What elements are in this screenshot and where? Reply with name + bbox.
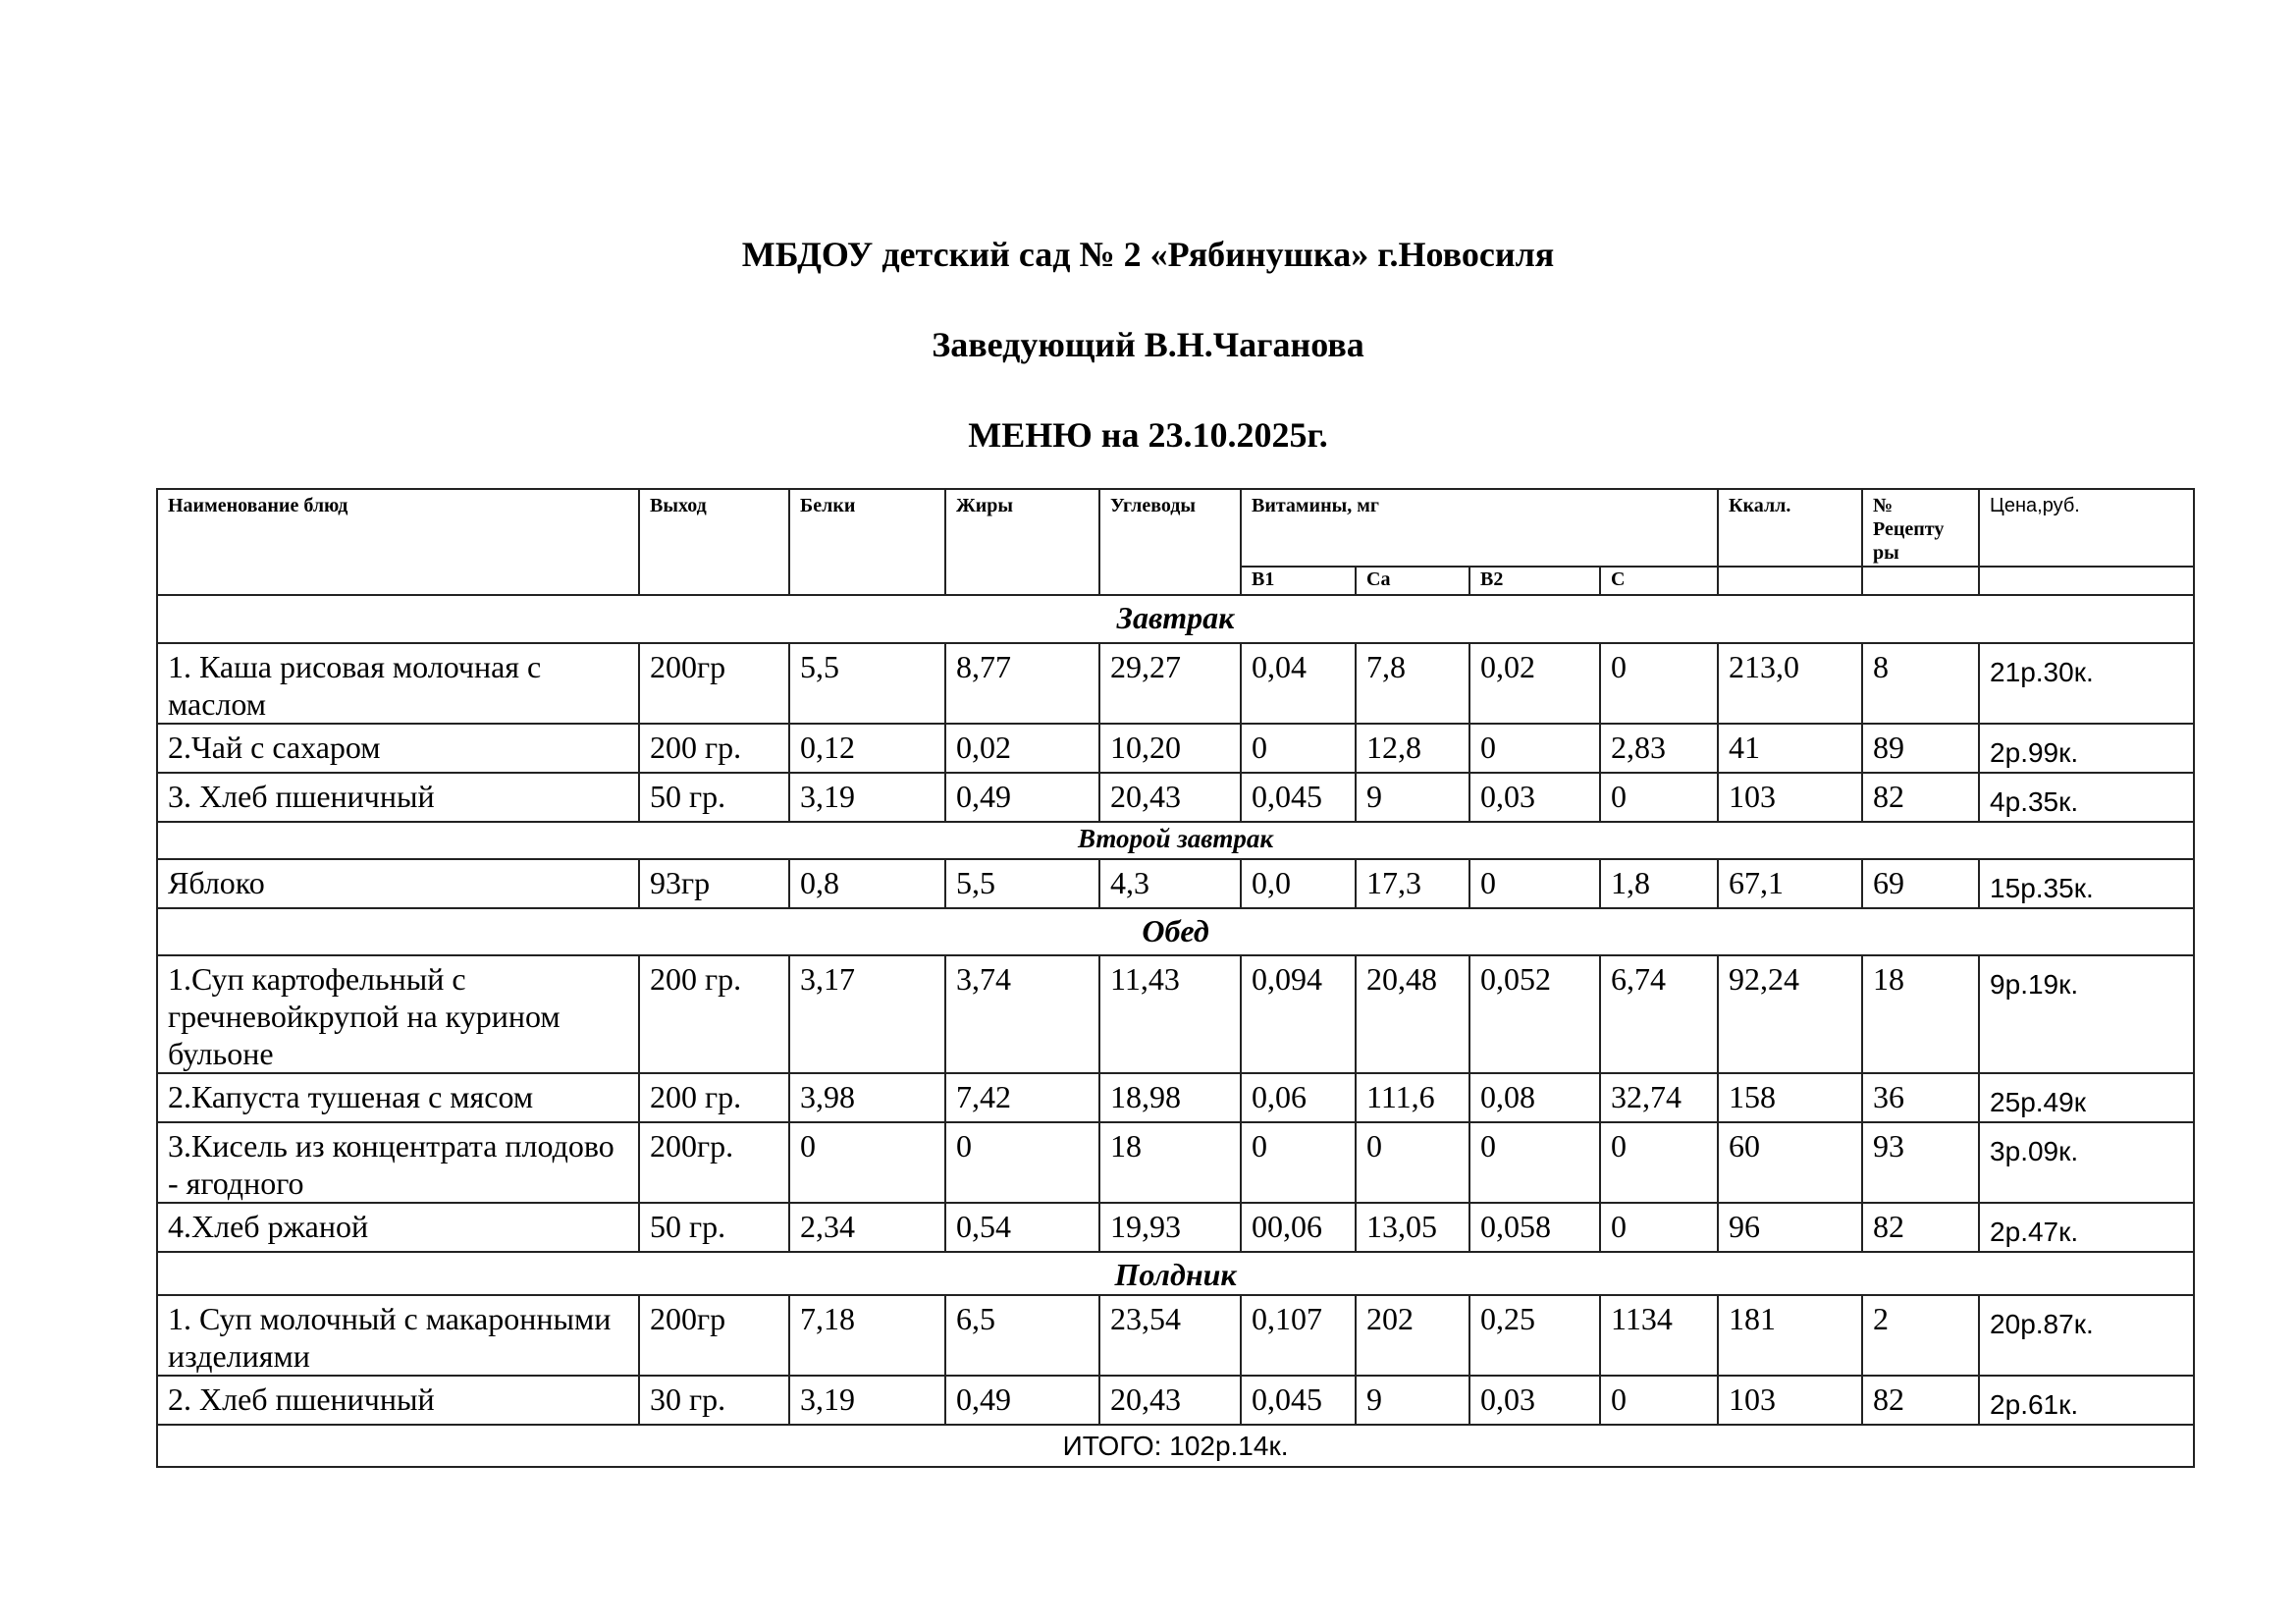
cell-carbs: 20,43 [1099,1376,1241,1425]
cell-recipe: 89 [1862,724,1979,773]
cell-b2: 0,052 [1469,955,1600,1073]
cell-protein: 7,18 [789,1295,945,1376]
cell-ca: 111,6 [1356,1073,1469,1122]
cell-kcal: 103 [1718,1376,1862,1425]
cell-price: 25р.49к [1979,1073,2194,1122]
cell-c: 0 [1600,1376,1718,1425]
cell-price: 20р.87к. [1979,1295,2194,1376]
cell-price: 3р.09к. [1979,1122,2194,1203]
section-second-breakfast-row [157,822,2194,859]
col-header-vitamins: Витамины, мг [1241,489,1718,567]
cell-protein: 0,12 [789,724,945,773]
cell-c: 0 [1600,773,1718,822]
cell-yield: 200 гр. [639,724,789,773]
cell-kcal: 60 [1718,1122,1862,1203]
cell-b2: 0 [1469,724,1600,773]
cell-protein: 3,17 [789,955,945,1073]
header-row [157,489,2194,567]
cell-dish: 1.Суп картофельный с гречневойкрупой на курином бульоне [157,955,639,1073]
cell-c: 0 [1600,643,1718,724]
cell-protein: 0 [789,1122,945,1203]
cell-fat: 0,54 [945,1203,1099,1252]
cell-carbs: 18,98 [1099,1073,1241,1122]
total-row [157,1425,2194,1467]
cell-carbs: 19,93 [1099,1203,1241,1252]
cell-ca: 7,8 [1356,643,1469,724]
cell-b2: 0,25 [1469,1295,1600,1376]
section-snack-row [157,1252,2194,1295]
cell-b2: 0,02 [1469,643,1600,724]
cell-b2: 0 [1469,1122,1600,1203]
col-header-kcal-blank [1718,567,1862,595]
col-header-price-blank [1979,567,2194,595]
menu-table [156,488,2195,1468]
section-breakfast-title: Завтрак [157,595,2194,643]
cell-protein: 3,98 [789,1073,945,1122]
cell-kcal: 96 [1718,1203,1862,1252]
cell-b2: 0,058 [1469,1203,1600,1252]
cell-dish: Яблоко [157,859,639,908]
cell-dish: 2. Хлеб пшеничный [157,1376,639,1425]
table-row [157,1295,2194,1376]
cell-ca: 202 [1356,1295,1469,1376]
cell-carbs: 23,54 [1099,1295,1241,1376]
cell-yield: 30 гр. [639,1376,789,1425]
cell-b1: 0,045 [1241,1376,1356,1425]
cell-carbs: 10,20 [1099,724,1241,773]
cell-dish: 1. Каша рисовая молочная с маслом [157,643,639,724]
cell-c: 1134 [1600,1295,1718,1376]
cell-yield: 50 гр. [639,1203,789,1252]
cell-yield: 200гр. [639,1122,789,1203]
col-header-price: Цена,руб. [1979,489,2194,567]
cell-b1: 0 [1241,1122,1356,1203]
cell-recipe: 82 [1862,773,1979,822]
cell-ca: 0 [1356,1122,1469,1203]
cell-recipe: 69 [1862,859,1979,908]
cell-carbs: 11,43 [1099,955,1241,1073]
cell-dish: 1. Суп молочный с макаронными изделиями [157,1295,639,1376]
cell-yield: 50 гр. [639,773,789,822]
cell-kcal: 213,0 [1718,643,1862,724]
section-snack-title: Полдник [157,1252,2194,1295]
cell-kcal: 92,24 [1718,955,1862,1073]
cell-kcal: 103 [1718,773,1862,822]
cell-fat: 7,42 [945,1073,1099,1122]
director-name: Заведующий В.Н.Чаганова [932,325,1364,364]
cell-b2: 0,08 [1469,1073,1600,1122]
table-row [157,859,2194,908]
cell-b1: 0,094 [1241,955,1356,1073]
cell-yield: 200 гр. [639,1073,789,1122]
cell-protein: 3,19 [789,1376,945,1425]
cell-fat: 0,49 [945,773,1099,822]
cell-protein: 5,5 [789,643,945,724]
cell-c: 32,74 [1600,1073,1718,1122]
cell-ca: 17,3 [1356,859,1469,908]
section-second-breakfast-title: Второй завтрак [157,822,2194,859]
cell-b1: 0 [1241,724,1356,773]
cell-ca: 20,48 [1356,955,1469,1073]
cell-c: 1,8 [1600,859,1718,908]
table-row [157,1073,2194,1122]
cell-c: 6,74 [1600,955,1718,1073]
cell-b2: 0,03 [1469,773,1600,822]
cell-fat: 0,49 [945,1376,1099,1425]
col-header-recipe: № Рецепту ры [1862,489,1979,567]
cell-recipe: 18 [1862,955,1979,1073]
cell-kcal: 181 [1718,1295,1862,1376]
cell-protein: 0,8 [789,859,945,908]
cell-protein: 3,19 [789,773,945,822]
cell-carbs: 29,27 [1099,643,1241,724]
cell-fat: 0 [945,1122,1099,1203]
cell-recipe: 8 [1862,643,1979,724]
cell-kcal: 67,1 [1718,859,1862,908]
cell-ca: 9 [1356,773,1469,822]
cell-fat: 0,02 [945,724,1099,773]
cell-price: 2р.47к. [1979,1203,2194,1252]
col-header-carbs: Углеводы [1099,489,1241,595]
col-header-fat: Жиры [945,489,1099,595]
section-breakfast-row [157,595,2194,643]
cell-b1: 0,045 [1241,773,1356,822]
col-header-kcal: Ккалл. [1718,489,1862,567]
table-row [157,955,2194,1073]
cell-ca: 12,8 [1356,724,1469,773]
col-header-recipe-blank [1862,567,1979,595]
cell-recipe: 36 [1862,1073,1979,1122]
cell-price: 21р.30к. [1979,643,2194,724]
table-row [157,773,2194,822]
col-header-dish: Наименование блюд [157,489,639,595]
cell-recipe: 93 [1862,1122,1979,1203]
cell-dish: 2.Чай с сахаром [157,724,639,773]
col-header-c: С [1600,567,1718,595]
cell-kcal: 41 [1718,724,1862,773]
cell-yield: 200гр [639,1295,789,1376]
table-row [157,643,2194,724]
cell-b1: 0,06 [1241,1073,1356,1122]
cell-c: 2,83 [1600,724,1718,773]
col-header-protein: Белки [789,489,945,595]
cell-price: 9р.19к. [1979,955,2194,1073]
section-lunch-row [157,908,2194,955]
cell-b2: 0 [1469,859,1600,908]
col-header-yield: Выход [639,489,789,595]
table-row [157,1203,2194,1252]
cell-b1: 00,06 [1241,1203,1356,1252]
cell-protein: 2,34 [789,1203,945,1252]
cell-kcal: 158 [1718,1073,1862,1122]
cell-carbs: 20,43 [1099,773,1241,822]
col-header-ca: Са [1356,567,1469,595]
section-lunch-title: Обед [157,908,2194,955]
cell-recipe: 82 [1862,1203,1979,1252]
total-price: ИТОГО: 102р.14к. [157,1425,2194,1467]
cell-price: 2р.99к. [1979,724,2194,773]
cell-c: 0 [1600,1203,1718,1252]
cell-recipe: 82 [1862,1376,1979,1425]
cell-ca: 9 [1356,1376,1469,1425]
cell-dish: 3. Хлеб пшеничный [157,773,639,822]
cell-b1: 0,0 [1241,859,1356,908]
cell-fat: 3,74 [945,955,1099,1073]
cell-carbs: 18 [1099,1122,1241,1203]
cell-price: 15р.35к. [1979,859,2194,908]
cell-yield: 93гр [639,859,789,908]
cell-dish: 3.Кисель из концентрата плодово - ягодного [157,1122,639,1203]
cell-yield: 200 гр. [639,955,789,1073]
cell-yield: 200гр [639,643,789,724]
cell-b1: 0,107 [1241,1295,1356,1376]
col-header-b2: В2 [1469,567,1600,595]
menu-title: МЕНЮ на 23.10.2025г. [968,415,1328,455]
cell-fat: 8,77 [945,643,1099,724]
cell-b1: 0,04 [1241,643,1356,724]
cell-recipe: 2 [1862,1295,1979,1376]
cell-price: 4р.35к. [1979,773,2194,822]
cell-c: 0 [1600,1122,1718,1203]
table-row [157,724,2194,773]
institution-title: МБДОУ детский сад № 2 «Рябинушка» г.Новосиля [741,235,1555,274]
table-row [157,1376,2194,1425]
table-row [157,1122,2194,1203]
cell-fat: 6,5 [945,1295,1099,1376]
cell-ca: 13,05 [1356,1203,1469,1252]
cell-price: 2р.61к. [1979,1376,2194,1425]
cell-fat: 5,5 [945,859,1099,908]
cell-dish: 4.Хлеб ржаной [157,1203,639,1252]
col-header-b1: В1 [1241,567,1356,595]
cell-dish: 2.Капуста тушеная с мясом [157,1073,639,1122]
cell-b2: 0,03 [1469,1376,1600,1425]
cell-carbs: 4,3 [1099,859,1241,908]
